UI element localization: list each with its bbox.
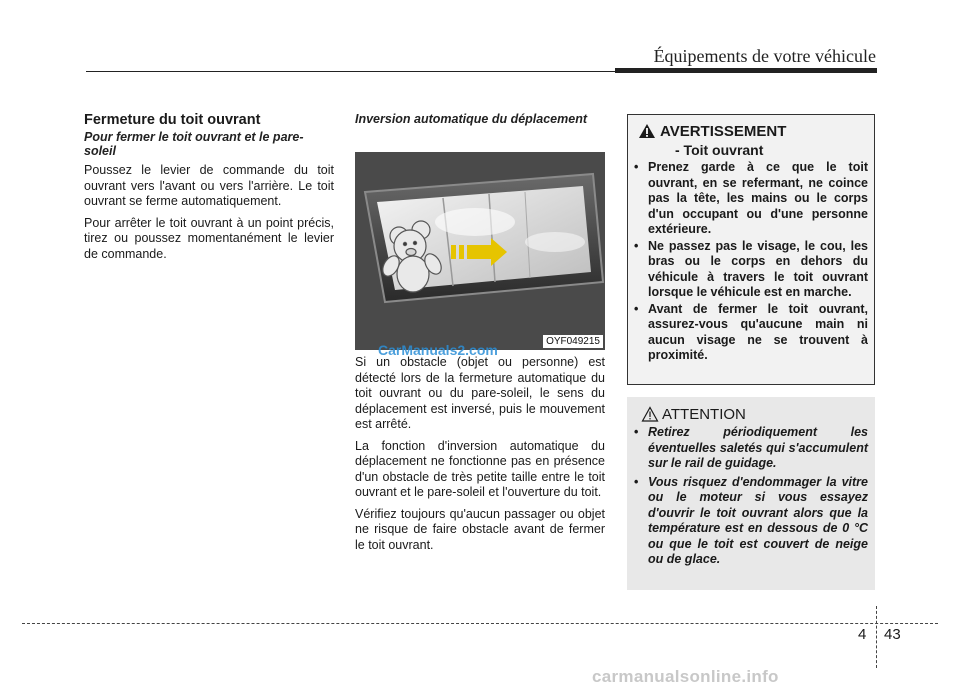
sunroof-drawing [355, 152, 605, 350]
paragraph: Si un obstacle (objet ou personne) est détecté lors de la fermeture automatique du toit ouvrant ou du pare-soleil, le sens du déplacement est inversé, puis le mouvement est arrêté. [355, 355, 605, 431]
warning-title: AVERTISSEMENT [660, 123, 787, 140]
warning-subtitle: - Toit ouvrant [675, 142, 764, 158]
middle-column-text [355, 355, 605, 559]
attention-list [634, 425, 868, 571]
chapter-number: 4 [858, 626, 867, 643]
attention-triangle-icon [641, 406, 659, 422]
list-item: • Retirez périodiquement les éventuelles saletés qui s'accumulent sur le rail de guidage. [634, 425, 868, 472]
warning-list [634, 160, 868, 365]
running-header: Équipements de votre véhicule [653, 46, 876, 66]
section-subheading: Inversion automatique du déplacement [355, 112, 587, 126]
warning-triangle-icon [638, 123, 656, 139]
site-watermark: carmanualsonline.info [592, 667, 779, 686]
attention-title: ATTENTION [662, 406, 746, 423]
section-subheading: Pour fermer le toit ouvrant et le pare-soleil [84, 130, 304, 158]
left-column [84, 112, 334, 268]
page-number: 43 [884, 626, 901, 643]
list-item: • Vous risquez d'endommager la vitre ou le moteur si vous essayez d'ouvrir le toit ouvrant alors que la température est en dessous de 0 °C ou que le toit est couvert de neige ou de glace. [634, 475, 868, 568]
section-heading: Fermeture du toit ouvrant [84, 112, 261, 128]
figure-watermark: CarManuals2.com [378, 342, 498, 358]
paragraph: Poussez le levier de commande du toit ouvrant vers l'avant ou vers l'arrière. Le toit ouvrant se ferme automatiquement. [84, 163, 334, 208]
paragraph: Vérifiez toujours qu'aucun passager ou objet ne risque de faire obstacle avant de fermer le toit ouvrant. [355, 506, 605, 552]
footer-rule [22, 623, 938, 624]
list-item: • Ne passez pas le visage, le cou, les bras ou le corps en dehors du véhicule à travers le toit ouvrant lorsque le véhicule est en marche. [634, 239, 868, 301]
list-item: • Avant de fermer le toit ouvrant, assurez-vous qu'aucune main ni aucun visage ne se trouvent à proximité. [634, 302, 868, 364]
figure-code: OYF049215 [543, 335, 603, 348]
footer-divider [876, 606, 877, 668]
header-rule-accent [615, 68, 877, 73]
sunroof-illustration [355, 152, 605, 350]
middle-column-heading [355, 112, 605, 131]
paragraph: Pour arrêter le toit ouvrant à un point précis, tirez ou poussez momentanément le levier de commande. [84, 215, 334, 261]
list-item: • Prenez garde à ce que le toit ouvrant, en se refermant, ne coince pas la tête, les mains ou le corps d'un occupant ou d'une personne extérieure. [634, 160, 868, 238]
paragraph: La fonction d'inversion automatique du déplacement ne fonctionne pas en présence d'un obstacle de très petite taille entre le toit ouvrant et le pare-soleil et l'ouverture du toit. [355, 438, 605, 499]
